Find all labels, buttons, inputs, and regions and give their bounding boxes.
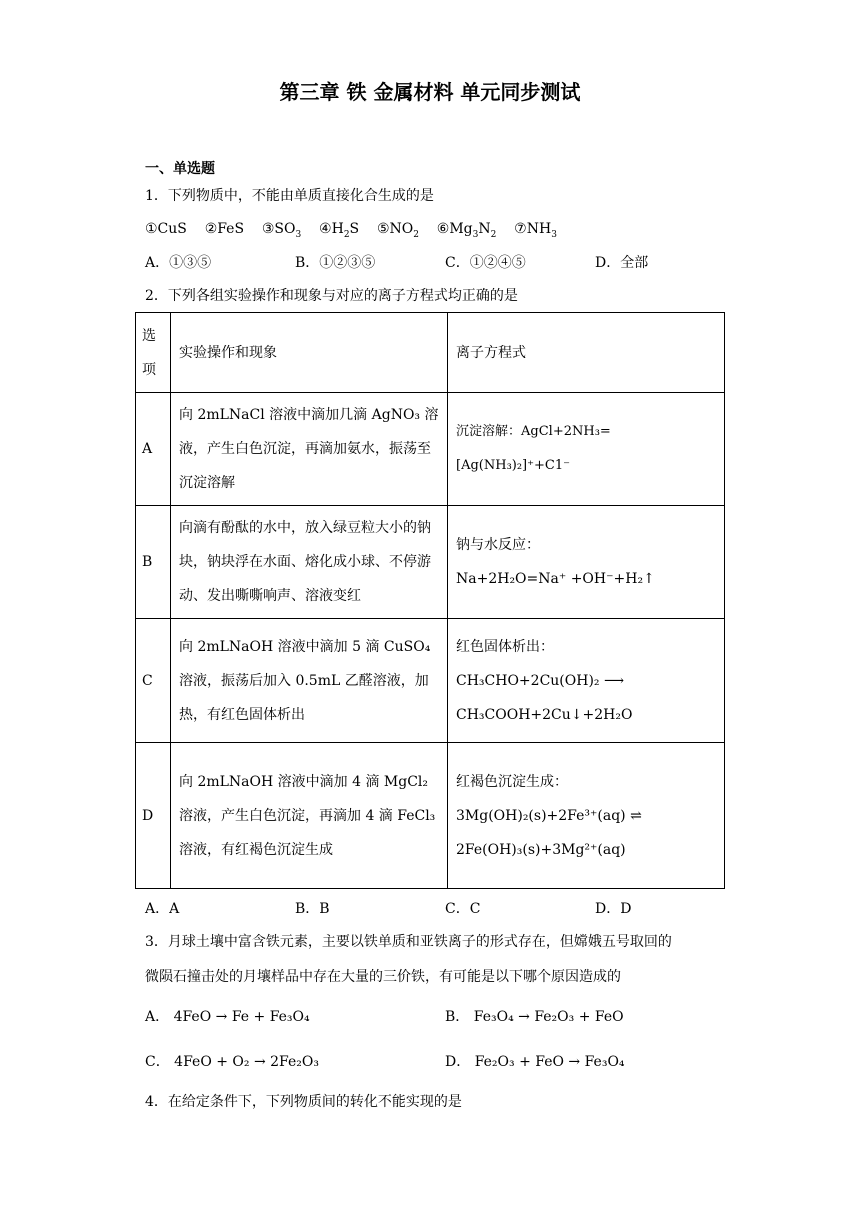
row-operation: 向滴有酚酞的水中，放入绿豆粒大小的钠块，钠块浮在水面、熔化成小球、不停游动、发出嘶嘶响声、溶液变红 [171, 506, 448, 619]
header-option: 选项 [136, 313, 171, 393]
q1-item: $④H_2S$ [319, 221, 360, 240]
q1-item: ②FeS [204, 221, 245, 237]
row-label: C [136, 619, 171, 743]
row-operation: 向 2mLNaOH 溶液中滴加 4 滴 MgCl₂ 溶液，产生白色沉淀，再滴加 4 滴 FeCl₃ 溶液，有红褐色沉淀生成 [171, 743, 448, 889]
row-label: D [136, 743, 171, 889]
q3-stem-line2: 微陨石撞击处的月壤样品中存在大量的三价铁，有可能是以下哪个原因造成的 [145, 969, 621, 985]
row-label: A [136, 393, 171, 506]
table-row [136, 743, 725, 889]
row-equation: 钠与水反应： Na+2H₂O=Na⁺ +OH⁻+H₂↑ [448, 506, 725, 619]
q3-option-a[interactable]: A． 4FeO → Fe + Fe₃O₄ [145, 1009, 310, 1025]
q1-item: $③SO_3$ [261, 221, 302, 240]
header-operation: 实验操作和现象 [171, 313, 448, 393]
section-heading: 一、单选题 [145, 161, 215, 177]
q3-stem-line1: 3．月球土壤中富含铁元素，主要以铁单质和亚铁离子的形式存在，但嫦娥五号取回的 [145, 934, 672, 950]
page-title: 第三章 铁 金属材料 单元同步测试 [279, 80, 581, 104]
q2-option-c[interactable]: C．C [445, 901, 481, 917]
q1-item: $⑤NO_2$ [376, 221, 419, 240]
q1-option-b[interactable]: B．①②③⑤ [295, 255, 376, 271]
table-header-row [136, 313, 725, 393]
table-row [136, 619, 725, 743]
q1-item: $⑦NH_3$ [514, 221, 557, 240]
q1-items [145, 219, 557, 239]
table-row [136, 506, 725, 619]
q2-option-d[interactable]: D．D [595, 901, 632, 917]
row-label: B [136, 506, 171, 619]
header-equation: 离子方程式 [448, 313, 725, 393]
q2-option-a[interactable]: A．A [145, 901, 180, 917]
q1-stem: 1．下列物质中，不能由单质直接化合生成的是 [145, 188, 434, 204]
row-operation: 向 2mLNaOH 溶液中滴加 5 滴 CuSO₄ 溶液，振荡后加入 0.5mL 乙醛溶液，加热，有红色固体析出 [171, 619, 448, 743]
q3-option-c[interactable]: C． 4FeO + O₂ → 2Fe₂O₃ [145, 1054, 319, 1070]
q2-stem: 2．下列各组实验操作和现象与对应的离子方程式均正确的是 [145, 288, 518, 304]
row-equation: 红褐色沉淀生成： 3Mg(OH)₂(s)+2Fe³⁺(aq) ⇌ 2Fe(OH)₃(s)+3Mg²⁺(aq) [448, 743, 725, 889]
row-equation: 沉淀溶解：AgCl+2NH₃=[Ag(NH₃)₂]⁺+C1⁻ [448, 393, 725, 506]
q4-stem: 4．在给定条件下，下列物质间的转化不能实现的是 [145, 1094, 462, 1110]
q1-option-a[interactable]: A．①③⑤ [145, 255, 212, 271]
q1-item: $⑥Mg_3N_2$ [436, 221, 497, 240]
q2-table [135, 312, 725, 889]
q1-option-d[interactable]: D．全部 [595, 255, 649, 271]
q3-option-d[interactable]: D． Fe₂O₃ + FeO → Fe₃O₄ [445, 1054, 625, 1070]
q1-option-c[interactable]: C．①②④⑤ [445, 255, 526, 271]
row-equation: 红色固体析出： CH₃CHO+2Cu(OH)₂ ⟶ CH₃COOH+2Cu↓+2H₂O [448, 619, 725, 743]
row-operation: 向 2mLNaCl 溶液中滴加几滴 AgNO₃ 溶液，产生白色沉淀，再滴加氨水，振荡至沉淀溶解 [171, 393, 448, 506]
q3-option-b[interactable]: B． Fe₃O₄ → Fe₂O₃ + FeO [445, 1009, 624, 1025]
q1-item: ①CuS [145, 221, 187, 237]
q2-option-b[interactable]: B．B [295, 901, 330, 917]
table-row [136, 393, 725, 506]
